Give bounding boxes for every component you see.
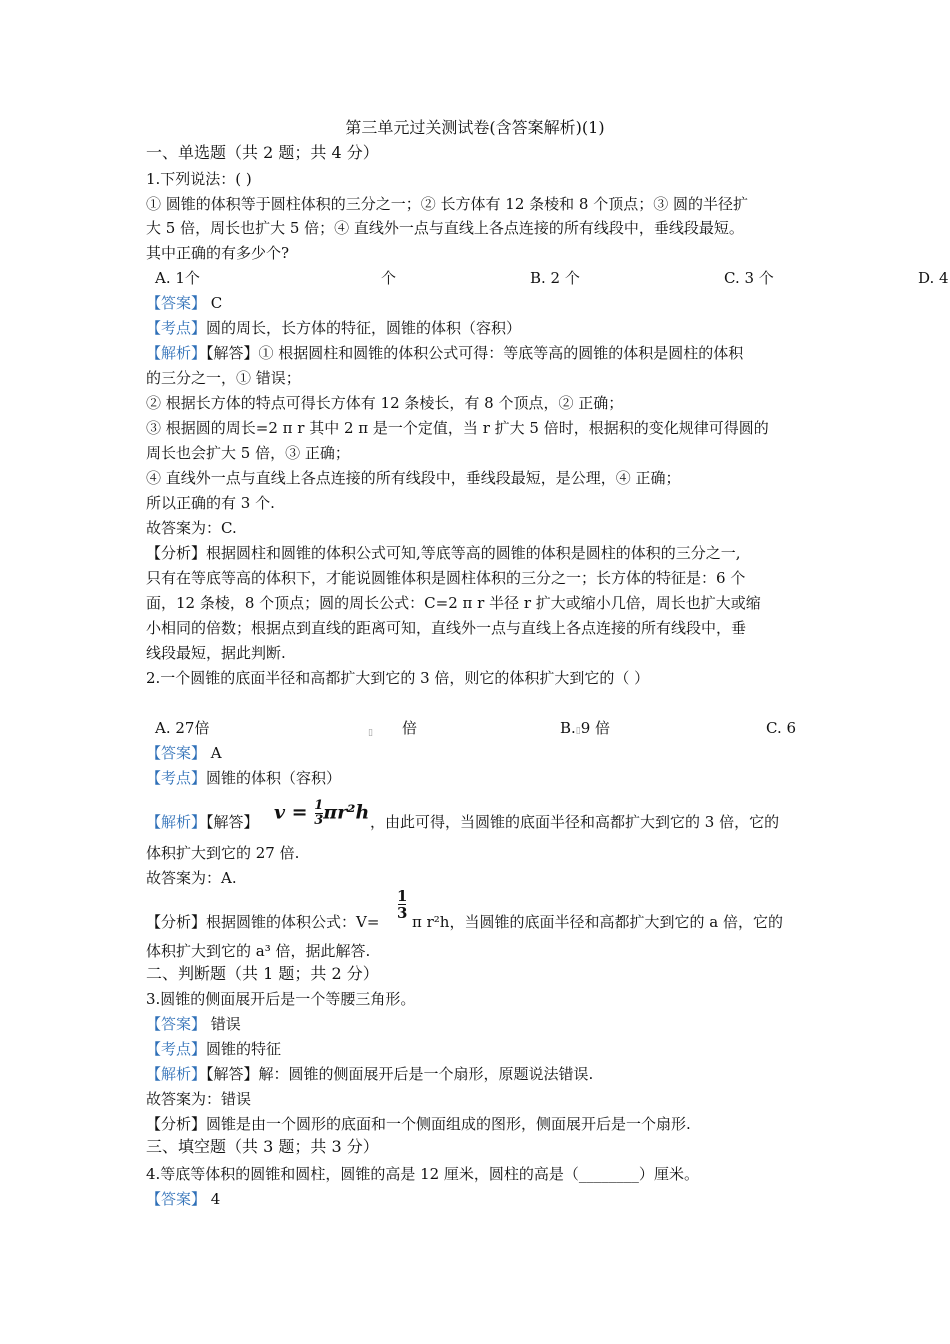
q3-conclusion: 故答案为：错误	[146, 1090, 252, 1108]
document-title: 第三单元过关测试卷(含答案解析)(1)	[345, 118, 605, 137]
point-text: 圆的周长，长方体的特征，圆锥的体积（容积）	[206, 319, 522, 337]
q2-stem: 2.一个圆锥的底面半径和高都扩大到它的 3 倍，则它的体积扩大到它的（ ）	[146, 669, 650, 687]
placeholder-glyph: ▯	[575, 726, 581, 736]
q1-answer	[146, 293, 222, 313]
q2-conclusion: 故答案为：A.	[146, 869, 237, 887]
q2-explanation-text: ，由此可得，当圆锥的底面半径和高都扩大到它的 3 倍，它的	[370, 813, 780, 831]
fenxi-tag: 【分析】	[146, 544, 207, 562]
q1-conclusion: 故答案为：C.	[146, 519, 237, 537]
q1-explanation-line: ④ 直线外一点与直线上各点连接的所有线段中，垂线段最短，是公理，④ 正确；	[146, 469, 681, 487]
q2-explanation	[146, 812, 259, 832]
answer-value: 4	[206, 1190, 221, 1208]
answer-value: 错误	[206, 1015, 241, 1033]
q3-answer	[146, 1014, 241, 1034]
answer-tag: 【答案】	[146, 744, 207, 762]
analysis-tag: 【解析】	[146, 344, 207, 362]
q1-analysis-line: 面，12 条棱，8 个顶点；圆的周长公式：C=2 π r 半径 r 扩大或缩小几倍，周长也扩大或缩	[146, 594, 761, 612]
q2-analysis-text: π r²h，当圆锥的底面半径和高都扩大到它的 a 倍，它的	[412, 913, 783, 931]
q1-analysis-line: 小相同的倍数；根据点到直线的距离可知，直线外一点与直线上各点连接的所有线段中，垂	[146, 619, 747, 637]
q2-option-a-unit: 倍	[402, 719, 418, 737]
q2-answer	[146, 743, 222, 763]
analysis-tag: 【解析】	[146, 813, 207, 831]
q1-explanation-line: ③ 根据圆的周长=2 π r 其中 2 π 是一个定值，当 r 扩大 5 倍时，根据积的变化规律可得圆的	[146, 419, 769, 437]
q1-explanation	[146, 343, 743, 363]
q2-explanation-line: 体积扩大到它的 27 倍.	[146, 844, 300, 862]
q1-option-b: B. 2 个	[530, 269, 580, 287]
q1-option-d: D. 4	[918, 269, 949, 287]
q1-option-a-unit: 个	[381, 269, 397, 287]
q1-explanation-line: ② 根据长方体的特点可得长方体有 12 条棱长，有 8 个顶点，② 正确；	[146, 394, 624, 412]
solution-tag: 【解答】	[206, 813, 259, 831]
q1-point	[146, 318, 521, 338]
placeholder-glyph: ▯	[368, 728, 373, 738]
explanation-text: ① 根据圆柱和圆锥的体积公式可得：等底等高的圆锥的体积是圆柱的体积	[258, 344, 744, 362]
fenxi-tag: 【分析】	[146, 1115, 207, 1133]
q2-option-b: B.▯9 倍	[560, 719, 611, 737]
q1-explanation-line: 的三分之一，① 错误；	[146, 369, 301, 387]
point-text: 圆锥的体积（容积）	[206, 769, 342, 787]
analysis-tag: 【解析】	[146, 1065, 207, 1083]
fraction-one-third: $\frac{1}{3}$	[397, 887, 408, 922]
answer-tag: 【答案】	[146, 1190, 207, 1208]
q1-option-a: A. 1个	[155, 269, 200, 287]
q4-stem: 4.等底等体积的圆锥和圆柱，圆锥的高是 12 厘米，圆柱的高是（________）厘米。	[146, 1165, 699, 1183]
q3-explanation	[146, 1064, 593, 1084]
q1-analysis-line: 只有在等底等高的体积下，才能说圆锥体积是圆柱体积的三分之一；长方体的特征是：6 个	[146, 569, 746, 587]
q1-explanation-line: 周长也会扩大 5 倍，③ 正确；	[146, 444, 350, 462]
fenxi-tag: 【分析】	[146, 913, 207, 931]
section-heading-true-false: 二、判断题（共 1 题；共 2 分）	[146, 964, 379, 983]
q1-statement-line: 大 5 倍，周长也扩大 5 倍；④ 直线外一点与直线上各点连接的所有线段中，垂线段最短。	[146, 219, 744, 237]
answer-tag: 【答案】	[146, 294, 207, 312]
q1-question: 其中正确的有多少个?	[146, 244, 290, 262]
q2-option-a: A. 27倍	[155, 719, 210, 737]
point-tag: 【考点】	[146, 319, 207, 337]
q2-option-c: C. 6	[766, 719, 797, 737]
q3-point	[146, 1039, 281, 1059]
q1-statement-line: ① 圆锥的体积等于圆柱体积的三分之一；② 长方体有 12 条棱和 8 个顶点；③ 圆的半径扩	[146, 195, 749, 213]
answer-tag: 【答案】	[146, 1015, 207, 1033]
q2-analysis: 【分析】根据圆锥的体积公式：V=	[146, 913, 380, 931]
q4-answer	[146, 1189, 220, 1209]
q1-analysis-line: 线段最短，据此判断.	[146, 644, 286, 662]
analysis-text: 圆锥是由一个圆形的底面和一个侧面组成的图形，侧面展开后是一个扇形.	[206, 1115, 691, 1133]
cone-volume-formula: v = $\frac{1}{3}$ πr²h	[274, 798, 370, 828]
solution-tag: 【解答】	[206, 1065, 259, 1083]
point-tag: 【考点】	[146, 1040, 207, 1058]
q3-stem: 3.圆锥的侧面展开后是一个等腰三角形。	[146, 990, 416, 1008]
answer-value: A	[206, 744, 222, 762]
q3-analysis	[146, 1114, 691, 1134]
section-heading-single-choice: 一、单选题（共 2 题；共 4 分）	[146, 143, 379, 162]
point-text: 圆锥的特征	[206, 1040, 282, 1058]
q2-point	[146, 768, 341, 788]
q1-explanation-line: 所以正确的有 3 个.	[146, 494, 275, 512]
q1-analysis	[146, 543, 741, 563]
point-tag: 【考点】	[146, 769, 207, 787]
q1-stem: 1.下列说法：( )	[146, 170, 252, 188]
analysis-text: 根据圆柱和圆锥的体积公式可知,等底等高的圆锥的体积是圆柱的体积的三分之一,	[206, 544, 741, 562]
explanation-text: 解：圆锥的侧面展开后是一个扇形，原题说法错误.	[258, 1065, 594, 1083]
q1-option-c: C. 3 个	[724, 269, 774, 287]
section-heading-fill-blank: 三、填空题（共 3 题；共 3 分）	[146, 1137, 379, 1156]
solution-tag: 【解答】	[206, 344, 259, 362]
answer-value: C	[206, 294, 223, 312]
q2-analysis-line: 体积扩大到它的 a³ 倍，据此解答.	[146, 942, 371, 960]
